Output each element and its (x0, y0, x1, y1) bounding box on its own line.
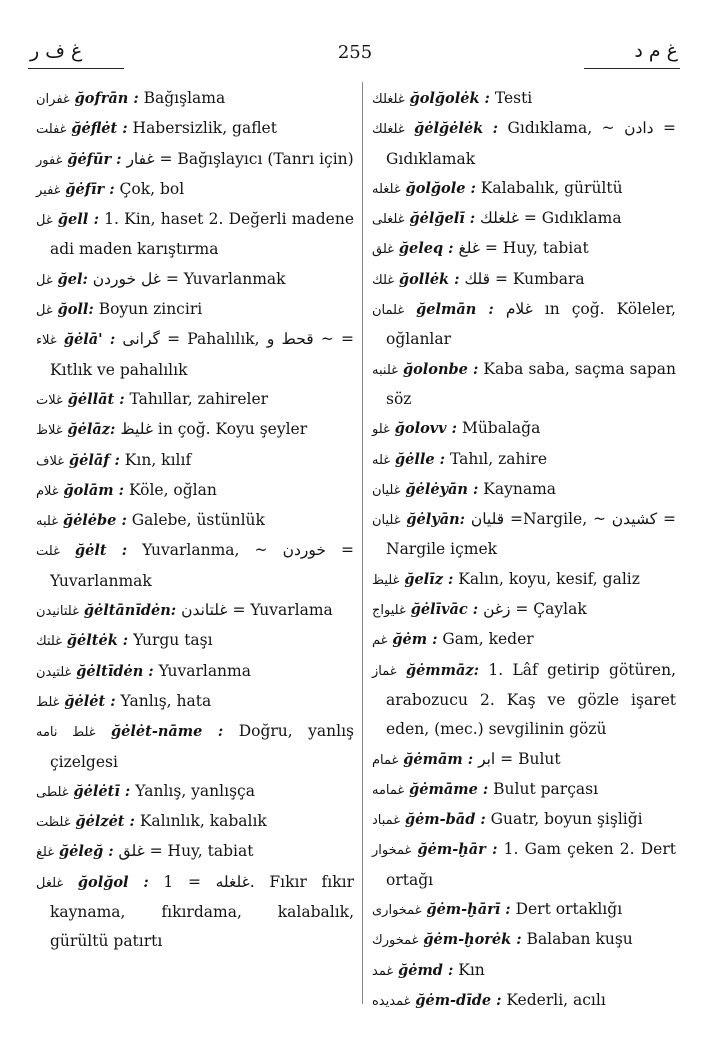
dictionary-entry (36, 476, 354, 506)
definition: 1. Gam çeken 2. Dert ortağı (386, 840, 676, 889)
definition: Gıdıklama, ~ دادن = Gıdıklamak (386, 119, 676, 168)
page-header (28, 38, 680, 72)
definition: Kalın, koyu, kesif, galiz (453, 569, 640, 588)
definition: Mübalağa (457, 419, 541, 438)
definition: Kalabalık, gürültü (475, 178, 623, 197)
arabic-headword: غلطى (36, 784, 69, 800)
dictionary-entry (36, 145, 354, 175)
definition: 1. Lâf getirip götüren, arabozucu 2. Kaş ve gözle işaret eden, (mec.) sevgilinin gözü (386, 660, 677, 739)
definition: گرانی = Pahalılık, قحط و ~ = Kıtlık ve pahalılık (50, 330, 354, 379)
definition: Gam, keder (437, 630, 534, 649)
arabic-headword: غليان (372, 482, 401, 498)
dictionary-entry (36, 868, 354, 957)
transliterated-headword: ğėlğėlėk : (414, 120, 499, 138)
dictionary-entry (372, 986, 676, 1016)
transliterated-headword: ğėlğelī : (409, 210, 476, 228)
dictionary-entry (36, 84, 354, 114)
transliterated-headword: ğėm-ḫārī : (426, 901, 511, 919)
arabic-headword: غلظت (36, 815, 71, 831)
dictionary-entry (36, 506, 354, 536)
dictionary-entry (36, 415, 354, 445)
arabic-headword: غلط (36, 694, 60, 710)
transliterated-headword: ğėlėbe : (62, 512, 127, 530)
dictionary-entry (36, 717, 354, 777)
definition: Bulut parçası (488, 779, 599, 798)
header-rule-left (28, 68, 124, 69)
arabic-headword: غلتيدن (36, 664, 72, 680)
transliterated-headword: ğėltānīdėn: (83, 602, 177, 620)
transliterated-headword: ğolğol : (77, 873, 149, 891)
arabic-headword: غلغلك (372, 122, 405, 138)
transliterated-headword: ğėfīr : (65, 180, 115, 198)
dictionary-entry (36, 385, 354, 415)
dictionary-entry (372, 445, 676, 475)
definition: Habersizlik, gaflet (127, 119, 277, 138)
dictionary-entry (36, 657, 354, 687)
dictionary-entry (372, 775, 676, 805)
transliterated-headword: ğėlyān: (406, 511, 465, 529)
left-guide-letters: غ ف ر (30, 40, 83, 62)
arabic-headword: غلو (372, 422, 390, 438)
transliterated-headword: ğėmāme : (409, 780, 489, 798)
transliterated-headword: ğėmām : (403, 750, 474, 768)
dictionary-entry (372, 505, 676, 565)
definition: غل خوردن = Yuvarlanmak (87, 269, 286, 288)
dictionary-entry (372, 956, 676, 986)
transliterated-headword: ğolām : (63, 481, 125, 499)
arabic-headword: غله (372, 452, 391, 468)
arabic-headword: غلات (36, 392, 63, 408)
transliterated-headword: ğėm : (392, 631, 438, 649)
dictionary-entry (36, 265, 354, 295)
dictionary-entry (372, 265, 676, 295)
dictionary-entry (372, 475, 676, 505)
transliterated-headword: ğelmān : (416, 301, 494, 319)
dictionary-entry (36, 205, 354, 265)
transliterated-headword: ğėltėk : (66, 632, 129, 650)
arabic-headword: غلنبه (372, 362, 398, 378)
dictionary-entry (372, 625, 676, 655)
arabic-headword: غل (36, 303, 53, 319)
dictionary-entry (372, 84, 676, 114)
arabic-headword: غمام (372, 752, 399, 768)
transliterated-headword: ğollėk : (399, 270, 460, 288)
arabic-headword: غمخورك (372, 933, 419, 949)
definition: غفار = Bağışlayıcı (Tanrı için) (121, 149, 354, 168)
arabic-headword: غليان (372, 513, 401, 529)
definition: Yurgu taşı (128, 631, 213, 650)
transliterated-headword: ğėlā' : (63, 331, 116, 349)
dictionary-entry (372, 295, 676, 355)
definition: Balaban kuşu (521, 930, 633, 949)
left-column (36, 84, 354, 957)
definition: غلغلك = Gıdıklama (475, 209, 622, 228)
column-divider (362, 82, 363, 1004)
definition: Kın, kılıf (119, 450, 192, 469)
transliterated-headword: ğelīz : (404, 570, 454, 588)
transliterated-headword: ğeleq : (398, 240, 454, 258)
arabic-headword: غلاف (36, 453, 65, 469)
arabic-headword: غلتك (36, 634, 62, 650)
definition: زغن = Çaylak (478, 600, 587, 619)
definition: Doğru, yanlış çizelgesi (50, 722, 354, 771)
arabic-headword: غلغل (36, 875, 64, 891)
transliterated-headword: ğėlėtī : (73, 782, 131, 800)
arabic-headword: غليواج (372, 603, 406, 619)
definition: Guatr, boyun şişliği (485, 810, 643, 829)
transliterated-headword: ğėllāt : (67, 390, 125, 408)
definition: Kaba saba, saçma sapan söz (386, 359, 676, 408)
dictionary-entry (36, 837, 354, 867)
dictionary-entry (372, 925, 676, 955)
definition: Kederli, acılı (501, 990, 606, 1009)
definition: Boyun zinciri (93, 300, 203, 319)
definition: غلق = Huy, tabiat (113, 842, 254, 861)
transliterated-headword: ğėm-bād : (404, 811, 486, 829)
dictionary-entry (372, 835, 676, 895)
dictionary-entry (372, 565, 676, 595)
arabic-headword: غمامه (372, 782, 405, 798)
definition: غلغ = Huy, tabiat (453, 239, 589, 258)
dictionary-entry (36, 114, 354, 144)
dictionary-entry (372, 114, 676, 174)
dictionary-entry (36, 446, 354, 476)
arabic-headword: غماز (372, 663, 397, 679)
dictionary-entry (36, 807, 354, 837)
definition: غلغله = 1. Fıkır fıkır kaynama, fıkırdama, kalabalık, gürültü patırtı (50, 872, 354, 951)
transliterated-headword: ğel: (57, 270, 88, 288)
dictionary-entry (372, 414, 676, 444)
page-number: 255 (337, 42, 373, 63)
transliterated-headword: ğofrān : (74, 90, 139, 107)
dictionary-entry (372, 595, 676, 625)
dictionary-entry (36, 626, 354, 656)
dictionary-entry (372, 805, 676, 835)
dictionary-entry (372, 656, 676, 745)
definition: Galebe, üstünlük (126, 511, 265, 530)
arabic-headword: غمخوارى (372, 903, 422, 919)
arabic-headword: غمباد (372, 813, 400, 829)
definition: Tahıllar, zahireler (124, 389, 269, 408)
dictionary-entry (36, 687, 354, 717)
transliterated-headword: ğolğole : (405, 179, 476, 197)
transliterated-headword: ğėm-ḫār : (417, 841, 498, 859)
definition: Yuvarlanma, ~ خوردن = Yuvarlanmak (50, 541, 354, 590)
dictionary-entry (36, 777, 354, 807)
arabic-headword: غمديده (372, 993, 411, 1009)
definition: غلام ın çoğ. Köleler, oğlanlar (386, 300, 676, 349)
transliterated-headword: ğėlzėt : (75, 813, 135, 831)
definition: قليان =Nargile, ~ كشيدن = Nargile içmek (386, 510, 677, 559)
arabic-headword: غلط نامه (36, 725, 96, 741)
arabic-headword: غفور (36, 152, 63, 168)
arabic-headword: غلمان (372, 303, 405, 319)
arabic-headword: غمد (372, 963, 394, 979)
transliterated-headword: ğėlle : (395, 450, 446, 468)
dictionary-entry (36, 596, 354, 626)
dictionary-entry (372, 174, 676, 204)
transliterated-headword: ğėm-ḫorėk : (423, 931, 522, 949)
arabic-headword: غلاظ (36, 423, 63, 439)
definition: Kalınlık, kabalık (134, 812, 267, 831)
dictionary-entry (372, 355, 676, 415)
arabic-headword: غلت (36, 544, 60, 560)
arabic-headword: غلاء (36, 333, 57, 349)
arabic-headword: غلام (36, 483, 59, 499)
transliterated-headword: ğolğolėk : (409, 90, 490, 107)
dictionary-entry (36, 536, 354, 596)
arabic-headword: غلق (372, 242, 394, 258)
definition: Yanlış, hata (115, 691, 212, 710)
dictionary-entry (36, 175, 354, 205)
definition: Bağışlama (138, 89, 226, 107)
arabic-headword: غلغله (372, 181, 401, 197)
dictionary-entry (372, 234, 676, 264)
definition: Çok, bol (114, 179, 185, 198)
dictionary-entry (36, 325, 354, 385)
definition: Kın (453, 960, 485, 979)
arabic-headword: غلغ (36, 845, 55, 861)
transliterated-headword: ğėltīdėn : (76, 662, 154, 680)
transliterated-headword: ğėlt : (74, 542, 128, 560)
definition: قلك = Kumbara (459, 269, 585, 288)
definition: Yuvarlanma (153, 661, 251, 680)
transliterated-headword: ğėlėt : (64, 692, 116, 710)
transliterated-headword: ğėlāz: (67, 421, 116, 439)
definition: Yanlış, yanlışça (130, 781, 255, 800)
transliterated-headword: ğėlėt-nāme : (111, 723, 224, 741)
transliterated-headword: ğėflėt : (71, 120, 128, 138)
transliterated-headword: ğell : (57, 211, 99, 229)
dictionary-entry (372, 895, 676, 925)
arabic-headword: غم (372, 633, 388, 649)
dictionary-entry (372, 745, 676, 775)
arabic-headword: غلتانيدن (36, 604, 79, 620)
definition: Dert ortaklığı (510, 900, 623, 919)
arabic-headword: غلبه (36, 514, 58, 530)
arabic-headword: غفلت (36, 122, 67, 138)
arabic-headword: غمخوار (372, 843, 412, 859)
definition: 1. Kin, haset 2. Değerli madene adi maden karıştırma (50, 210, 354, 259)
right-guide-letters: غ م د (634, 40, 678, 62)
definition: Köle, oğlan (124, 480, 217, 499)
arabic-headword: غفران (36, 92, 70, 107)
arabic-headword: غلك (372, 272, 395, 288)
transliterated-headword: ğėmd : (398, 961, 454, 979)
definition: Testi (489, 89, 533, 107)
transliterated-headword: ğėlāf : (68, 451, 120, 469)
definition: غلتاندن = Yuvarlama (176, 601, 333, 620)
definition: غليظ in çoğ. Koyu şeyler (115, 420, 308, 439)
transliterated-headword: ğėlīvāc : (410, 601, 479, 619)
right-column (372, 84, 676, 1016)
transliterated-headword: ğolovv : (394, 420, 458, 438)
header-rule-right (584, 68, 680, 69)
definition: Kaynama (478, 479, 557, 498)
arabic-headword: غفير (36, 182, 61, 198)
arabic-headword: غل (36, 213, 53, 229)
arabic-headword: غل (36, 272, 53, 288)
transliterated-headword: ğėleğ : (58, 843, 114, 861)
dictionary-entry (372, 204, 676, 234)
transliterated-headword: ğėmmāz: (405, 661, 479, 679)
transliterated-headword: ğoll: (57, 301, 94, 319)
arabic-headword: غلغلى (372, 212, 405, 228)
transliterated-headword: ğolonbe : (402, 360, 479, 378)
transliterated-headword: ğėfūr : (67, 150, 122, 168)
transliterated-headword: ğėm-dīde : (415, 991, 502, 1009)
transliterated-headword: ğėlėyān : (405, 480, 479, 498)
definition: ابر = Bulut (473, 749, 561, 768)
arabic-headword: غلغلك (372, 92, 405, 107)
dictionary-entry (36, 295, 354, 325)
arabic-headword: غليظ (372, 572, 400, 588)
definition: Tahıl, zahire (445, 449, 548, 468)
